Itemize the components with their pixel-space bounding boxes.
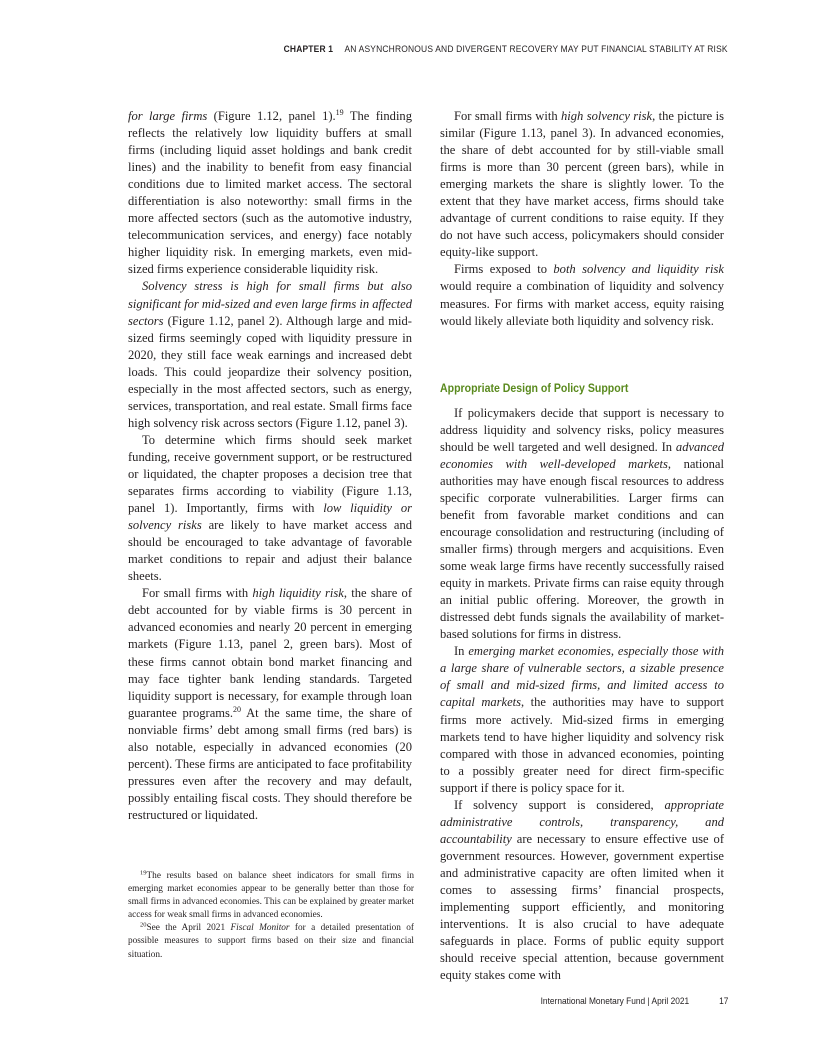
footnote-ref[interactable]: 20 (233, 704, 242, 714)
text: are likely to have market access and should be encouraged to take advantage of favorable market conditions to repair and adjust their balance sheets. (128, 518, 412, 584)
chapter-title: AN ASYNCHRONOUS AND DIVERGENT RECOVERY MAY PUT FINANCIAL STABILITY AT RISK (344, 44, 728, 54)
emphasis: high solvency risk (561, 109, 653, 123)
footnote-number: 19 (140, 869, 147, 877)
text: If policymakers decide that support is necessary to address liquidity and solvency risks, policy measures should be well targeted and well designed. In (440, 405, 724, 454)
right-column (440, 108, 724, 984)
spacer (440, 330, 724, 354)
footnote-text: See the April 2021 (146, 923, 231, 934)
text: To determine which firms should seek market funding, receive government support, or be restructured or liquidated, the chapter proposes a decision tree that separates firms according to viability (Figure 1.13, panel 1). Importantly, firms with (128, 432, 412, 516)
paragraph (440, 797, 724, 985)
page-number: 17 (718, 996, 728, 1007)
emphasis: both solvency and liquidity risk (553, 262, 724, 277)
publication-info: International Monetary Fund | April 2021 (540, 996, 689, 1007)
text: At the same time, the share of nonviable firms’ debt among small firms (red bars) is also notable, especially in advanced economies (20 percent). These firms are anticipated to face profitability pressures even after the recovery and may default, possibly entailing fiscal costs. They should therefore be restructured or liquidated. (128, 705, 413, 822)
emphasis: appropriate administrative controls, transparency, and accountability (440, 797, 724, 846)
emphasis: emerging market economies, especially those with a large share of vulnerable sectors, a sizable presence of small and mid-sized firms, and limited access to capital markets (440, 644, 724, 710)
footnote-text: The results based on balance sheet indicators for small firms in emerging market economies appear to be generally better than those for small firms in advanced economies. This can be explained by greater market access for weak small firms in advanced economies. (128, 871, 414, 921)
paragraph (128, 585, 412, 824)
text: , national authorities may have enough fiscal resources to address specific corporate vulnerabilities. Larger firms can benefit from favorable market conditions and can encourage consolidation and restructuring (including of smaller firms) through mergers and acquisitions. Even some weak large firms have recently successfully raised equity in markets. Private firms can raise equity through an initial public offering. Moreover, the growth in distressed debt funds signals the availability of market-based solutions for firms in distress. (440, 456, 724, 642)
paragraph (128, 108, 412, 278)
text: are necessary to ensure effective use of government resources. However, government expertise and administrative capacity are often limited when it comes to assessing firms’ financial prospects, implementing support efficiently, and monitoring interventions. It is also crucial to have adequate safeguards in place. Forms of public equity support should receive special attention, because government equity stakes come with (440, 831, 724, 983)
text: Firms exposed to (454, 262, 554, 277)
text: For small firms with (454, 109, 561, 123)
emphasis: high liquidity risk (252, 586, 344, 601)
emphasis: for large firms (128, 109, 208, 123)
paragraph (440, 261, 724, 329)
chapter-label: CHAPTER 1 (283, 44, 334, 54)
footnote (128, 870, 414, 922)
footnote-ref[interactable]: 19 (335, 108, 344, 117)
left-column (128, 108, 412, 824)
paragraph (440, 108, 724, 261)
footnote-text: for a detailed presentation of possible measures to support firms based on their size and financial situation. (128, 923, 414, 960)
section-heading: Appropriate Design of Policy Support (440, 380, 629, 395)
text: If solvency support is considered, (454, 797, 665, 812)
emphasis: Fiscal Monitor (230, 923, 290, 934)
text: In (454, 644, 469, 659)
footnote-number: 20 (140, 921, 147, 929)
emphasis: Solvency stress is high for small firms but also significant for mid-sized and even large firms in affected sectors (128, 279, 412, 328)
text: The finding reflects the relatively low liquidity buffers at small firms (including liquid asset holdings and bank credit lines) and the inability to benefit from easy financial conditions due to limited market access. The sectoral differentiation is also noteworthy: small firms in the more affected sectors (such as the automotive industry, telecommunication services, and energy) face notably higher liquidity risk. In emerging markets, even mid-sized firms experience considerable liquidity risk. (128, 109, 412, 277)
text: (Figure 1.12, panel 1). (207, 109, 336, 123)
footnote (128, 922, 414, 961)
text: For small firms with (142, 586, 253, 601)
paragraph (128, 432, 412, 585)
paragraph (128, 278, 412, 431)
emphasis: low liquidity or solvency risks (128, 501, 412, 533)
text: (Figure 1.12, panel 2). Although large and mid-sized firms seemingly coped with liquidity pressure in 2020, they still face weak earnings and increased debt loads. This could jeopardize their solvency position, especially in the most affected sectors, such as energy, services, transportation, and real estate. Small firms face high solvency risk across sectors (Figure 1.12, panel 3). (128, 313, 412, 430)
text: , the authorities may have to support firms more actively. Mid-sized firms in emerging markets tend to have higher liquidity and solvency risk compared with those in advanced economies, pointing to a possibly greater need for direct firm-specific support if there is policy space for it. (440, 695, 724, 795)
paragraph (440, 643, 724, 796)
text: , the share of debt accounted for by viable firms is 30 percent in advanced economies and nearly 20 percent in emerging markets (Figure 1.13, panel 2, green bars). Most of these firms cannot obtain bond market financing and may face tighter bank lending standards. Targeted liquidity support is necessary, for example through loan guarantee programs. (128, 586, 412, 720)
footnotes (128, 870, 414, 962)
paragraph (440, 405, 724, 644)
text: would require a combination of liquidity and solvency measures. For firms with market access, equity raising would likely alleviate both liquidity and solvency risk. (440, 279, 724, 328)
emphasis: advanced economies with well-developed markets (440, 439, 724, 471)
running-header (284, 44, 728, 54)
text: , the picture is similar (Figure 1.13, panel 3). In advanced economies, the share of debt accounted for by still-viable small firms is more than 30 percent (green bars), while in emerging markets the share is slightly lower. To the extent that they have market access, firms should take advantage of current conditions to raise equity. If they do not have such access, policymakers should consider equity-like support. (440, 109, 724, 260)
page-footer (540, 996, 728, 1007)
